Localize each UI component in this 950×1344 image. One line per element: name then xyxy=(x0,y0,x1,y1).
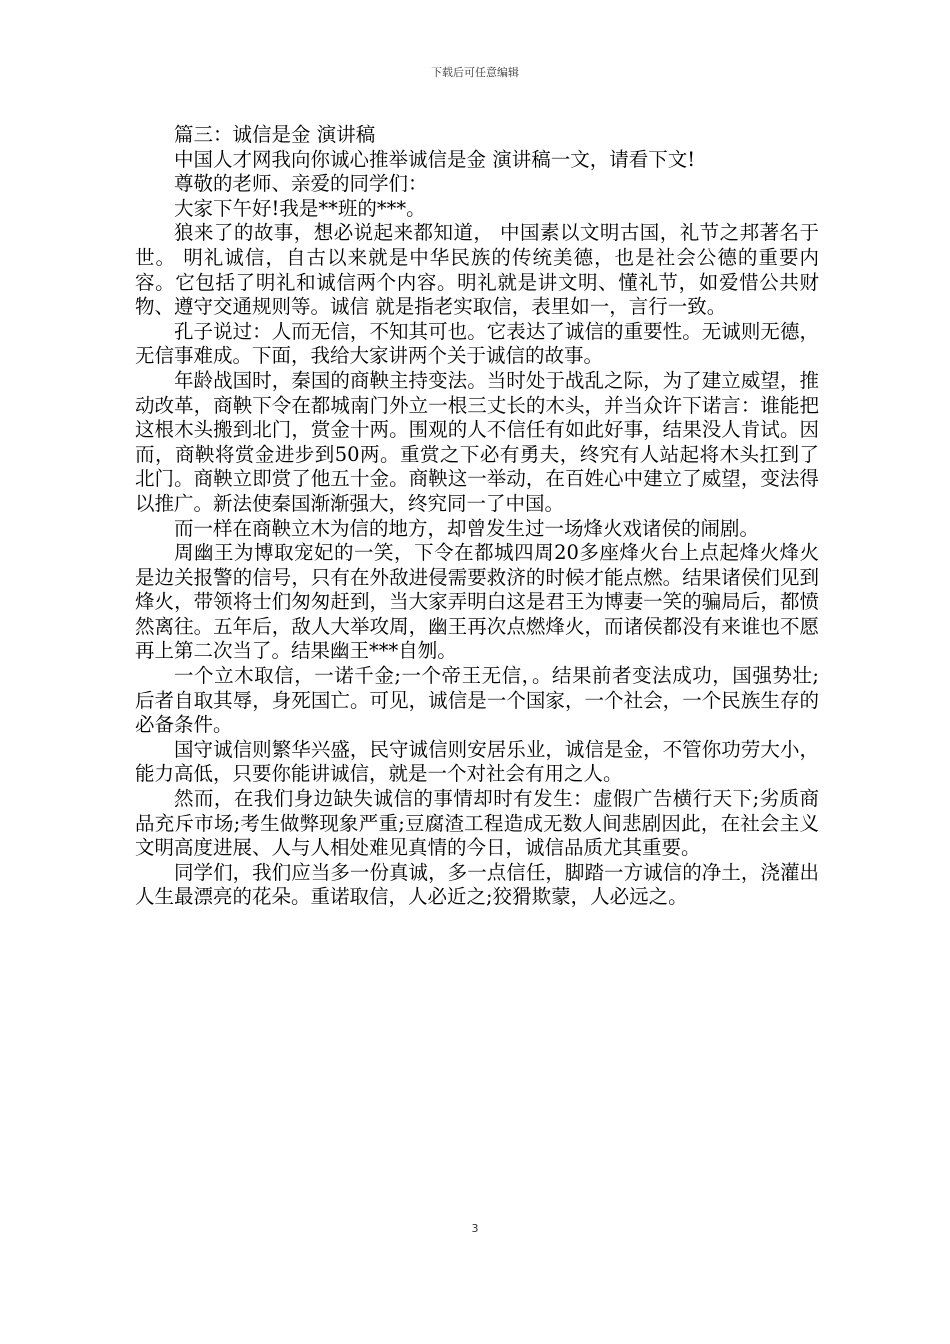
paragraph-body: 年龄战国时，秦国的商鞅主持变法。当时处于战乱之际，为了建立威望，推动改革，商鞅下令在都城南门外立一根三丈长的木头，并当众许下诺言：谁能把这根木头搬到北门，赏金十两。围观的人不信任有如此好事，结果没人肯试。因而，商鞅将赏金进步到50两。重赏之下必有勇夫，终究有人站起将木头扛到了北门。商鞅立即赏了他五十金。商鞅这一举动，在百姓心中建立了威望，变法得以推广。新法使秦国渐渐强大，终究同一了中国。 xyxy=(135,368,819,515)
paragraph-closing: 同学们，我们应当多一份真诚，多一点信任，脚踏一方诚信的净土，浇灌出人生最漂亮的花朵。重诺取信，人必近之;狡猾欺蒙，人必远之。 xyxy=(135,860,819,909)
paragraph-salutation: 尊敬的老师、亲爱的同学们： xyxy=(174,172,428,196)
paragraph-body: 周幽王为博取宠妃的一笑，下令在都城四周20多座烽火台上点起烽火烽火是边关报警的信号，只有在外敌进侵需要救济的时候才能点燃。结果诸侯们见到烽火，带领将士们匆匆赶到，当大家弄明白这是君王为博妻一笑的骗局后，都愤然离往。五年后，敌人大举攻周，幽王再次点燃烽火，而诸侯都没有来谁也不愿再上第二次当了。结果幽王***自刎。 xyxy=(135,541,819,663)
paragraph-body: 而一样在商鞅立木为信的地方，却曾发生过一场烽火戏诸侯的闹剧。 xyxy=(174,516,760,540)
document-body xyxy=(135,123,819,910)
paragraph-intro: 中国人才网我向你诚心推举诚信是金 演讲稿一文，请看下文! xyxy=(174,147,696,171)
page-header: 下载后可任意编辑 xyxy=(431,66,519,79)
page-number: 3 xyxy=(471,1222,479,1235)
paragraph-body: 孔子说过：人而无信，不知其可也。它表达了诚信的重要性。无诚则无德，无信事难成。下面，我给大家讲两个关于诚信的故事。 xyxy=(135,319,819,368)
document-title: 篇三：诚信是金 演讲稿 xyxy=(174,123,376,146)
paragraph-body: 然而，在我们身边缺失诚信的事情却时有发生：虚假广告横行天下;劣质商品充斥市场;考生做弊现象严重;豆腐渣工程造成无数人间悲剧因此，在社会主义文明高度进展、人与人相处难见真情的今日，诚信品质尤其重要。 xyxy=(135,787,819,860)
paragraph-body: 一个立木取信，一诺千金;一个帝王无信，。结果前者变法成功，国强势壮;后者自取其辱，身死国亡。可见，诚信是一个国家，一个社会，一个民族生存的必备条件。 xyxy=(135,664,819,737)
paragraph-greeting: 大家下午好!我是**班的***。 xyxy=(174,196,426,220)
paragraph-body: 狼来了的故事，想必说起来都知道， 中国素以文明古国，礼节之邦著名于世。 明礼诚信，自古以来就是中华民族的传统美德，也是社会公德的重要内容。它包括了明礼和诚信两个内容。明礼就是讲文明、懂礼节，如爱惜公共财物、遵守交通规则等。诚信 就是指老实取信，表里如一，言行一致。 xyxy=(135,221,819,319)
paragraph-body: 国守诚信则繁华兴盛，民守诚信则安居乐业，诚信是金，不管你功劳大小，能力高低，只要你能讲诚信，就是一个对社会有用之人。 xyxy=(135,737,819,786)
